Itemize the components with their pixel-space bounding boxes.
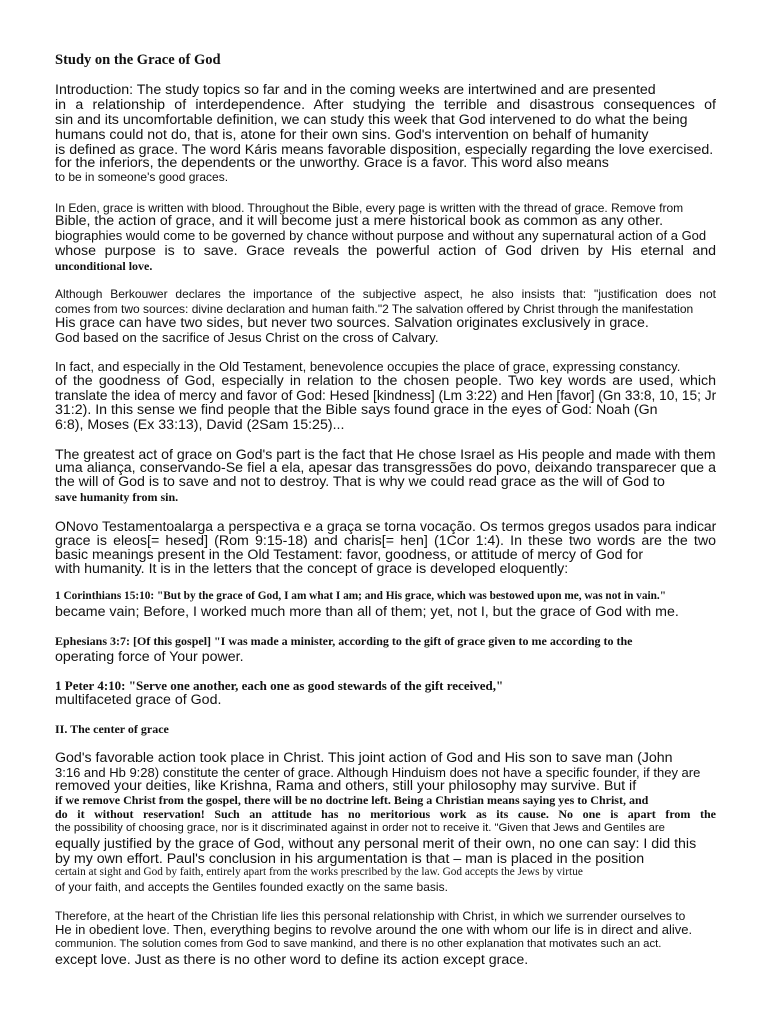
text-line: became vain; Before, I worked much more than all of them; yet, not I, but the grace of God with me. (55, 604, 679, 620)
text-line: Therefore, at the heart of the Christian life lies this personal relationship with Christ, in which we surrender ourselves to (55, 909, 686, 923)
text-line: communion. The solution comes from God to save mankind, and there is no other explanation that motivates such an act. (55, 938, 662, 950)
text-line-bold: unconditional love. (55, 259, 153, 273)
text-line-bold: if we remove Christ from the gospel, there will be no doctrine left. Being a Christian means saying yes to Christ, and (55, 793, 649, 807)
text-line: by my own effort. Paul's conclusion in his argumentation is that – man is placed in the position (55, 851, 645, 867)
text-line: 3:16 and Hb 9:28) constitute the center of grace. Although Hinduism does not have a specific founder, if they are (55, 765, 701, 780)
text-line: comes from two sources: divine declaration and human faith."2 The salvation offered by Christ through the manifestation (55, 302, 694, 316)
text-line: operating force of Your power. (55, 649, 244, 665)
text-line: to be in someone's good graces. (55, 170, 229, 184)
text-line: of the goodness of God, especially in relation to the chosen people. Two key words are used, which (55, 373, 716, 389)
text-line: removed your deities, like Krishna, Rama and others, still your philosophy may survive. But if (55, 778, 637, 794)
text-line: translate the idea of mercy and favor of God: Hesed [kindness] (Lm 3:22) and Hen [favor] (Gn 33:8, 10, 15; Jr (55, 388, 717, 403)
text-line: the possibility of choosing grace, nor is it discriminated against in order not to receive it. "Given that Jews and Gentiles are (55, 822, 665, 834)
section-heading: II. The center of grace (55, 722, 169, 736)
text-line: 31:2). In this sense we find people that the Bible says found grace in the eyes of God: Noah (Gn (55, 402, 658, 418)
text-line: humans could not do, that is, atone for their own sins. God's intervention on behalf of humanity (55, 127, 649, 143)
document-title: Study on the Grace of God (55, 52, 221, 68)
text-line: except love. Just as there is no other word to define its action except grace. (55, 952, 529, 968)
text-line: is defined as grace. The word Káris means favorable disposition, especially regarding the love exercised. (55, 142, 714, 158)
text-line-bold: save humanity from sin. (55, 490, 179, 504)
text-line: with humanity. It is in the letters that the concept of grace is developed eloquently: (55, 561, 569, 577)
text-line-bold: do it without reservation! Such an attitude has no meritorious work as its cause. No one is apart from the (55, 807, 716, 821)
text-line: In Eden, grace is written with blood. Throughout the Bible, every page is written with the thread of grace. Remove from (55, 201, 684, 215)
text-line: God's favorable action took place in Christ. This joint action of God and His son to save man (John (55, 750, 673, 766)
text-line: multifaceted grace of God. (55, 692, 222, 708)
text-line: of your faith, and accepts the Gentiles founded exactly on the same basis. (55, 880, 448, 894)
text-line: in a relationship of interdependence. After studying the terrible and disastrous consequences of (55, 97, 716, 113)
text-line-bold: Ephesians 3:7: [Of this gospel] "I was made a minister, according to the gift of grace given to me according to the (55, 634, 633, 648)
text-line: biographies would come to be governed by chance without purpose and without any supernatural action of a God (55, 228, 707, 243)
text-line: whose purpose is to save. Grace reveals the powerful action of God driven by His eternal and (55, 243, 716, 259)
text-line-bold: 1 Peter 4:10: "Serve one another, each one as good stewards of the gift received," (55, 678, 504, 693)
text-line: The greatest act of grace on God's part is the fact that He chose Israel as His people and made with them (55, 446, 716, 462)
text-line: grace is eleos[= hesed] (Rom 9:15-18) and charis[= hen] (1Cor 1:4). In these two words are the two (55, 533, 716, 549)
text-line: basic meanings present in the Old Testament: favor, goodness, or attitude of mercy of God for (55, 547, 644, 563)
text-line: 6:8), Moses (Ex 33:13), David (2Sam 15:25)... (55, 417, 345, 433)
text-line: He in obedient love. Then, everything begins to revolve around the one with whom our life is in direct and alive. (55, 922, 693, 937)
text-line: Bible, the action of grace, and it will become just a mere historical book as common as any other. (55, 213, 664, 229)
text-line: His grace can have two sides, but never two sources. Salvation originates exclusively in grace. (55, 315, 649, 331)
text-line: for the inferiors, the dependents or the unworthy. Grace is a favor. This word also means (55, 155, 609, 171)
text-line: ONovo Testamentoalarga a perspectiva e a graça se torna vocação. Os termos gregos usados para indicar (55, 518, 717, 534)
text-line: uma aliança, conservando-Se fiel a ela, apesar das transgressões do povo, deixando transparecer que a (55, 460, 716, 476)
text-line: Although Berkouwer declares the importance of the subjective aspect, he also insists that: "justification does not (55, 287, 716, 301)
text-line: certain at sight and God by faith, entirely apart from the works prescribed by the law. God accepts the Jews by virtue (55, 866, 583, 878)
text-line: God based on the sacrifice of Jesus Christ on the cross of Calvary. (55, 330, 439, 345)
text-line: Introduction: The study topics so far and in the coming weeks are intertwined and are presented (55, 82, 656, 98)
text-line: equally justified by the grace of God, without any personal merit of their own, no one can say: I did this (55, 836, 697, 852)
text-line: In fact, and especially in the Old Testament, benevolence occupies the place of grace, expressing constancy. (55, 359, 681, 374)
text-line-bold: 1 Corinthians 15:10: "But by the grace of God, I am what I am; and His grace, which was bestowed upon me, was not in vain." (55, 590, 666, 602)
text-line: the will of God is to save and not to destroy. That is why we could read grace as the will of God to (55, 474, 665, 490)
text-line: sin and its uncomfortable definition, we can study this week that God intervened to do what the being (55, 112, 688, 128)
